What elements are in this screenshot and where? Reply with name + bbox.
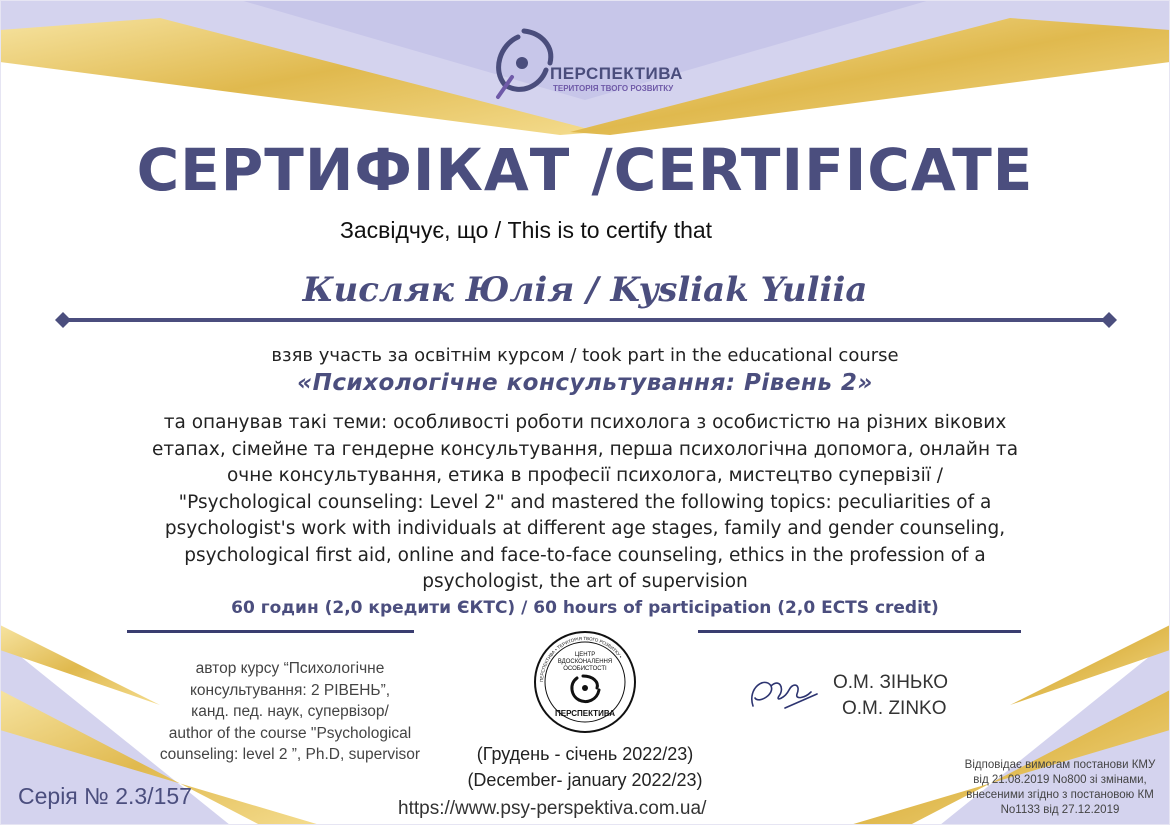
name-underline xyxy=(55,312,1117,328)
took-part-text: взяв участь за освітнім курсом / took part in the educational course xyxy=(271,345,899,366)
signer-name xyxy=(833,670,948,722)
topics-line: psychologist's work with individuals at different age stages, family and gender counseling, xyxy=(164,518,1006,539)
date-ua: (Грудень - січень 2022/23) xyxy=(476,744,694,764)
recipient-name: Кисляк Юлія / Kysliak Yuliia xyxy=(302,270,868,310)
website-link[interactable]: https://www.psy-perspektiva.com.ua/ xyxy=(398,798,707,819)
svg-text:ПЕРСПЕКТИВА • ТЕРИТОРІЯ ТВОГО: ПЕРСПЕКТИВА • ТЕРИТОРІЯ ТВОГО РОЗВИТКУ • xyxy=(538,635,624,683)
svg-text:ВДОСКОНАЛЕННЯ: ВДОСКОНАЛЕННЯ xyxy=(557,659,613,665)
legal-line: No1133 від 27.12.2019 xyxy=(1000,804,1120,816)
topics-line: psychologist, the art of supervision xyxy=(422,571,748,592)
course-dates xyxy=(455,741,715,793)
legal-note xyxy=(955,758,1165,818)
logo-tagline: ТЕРИТОРІЯ ТВОГО РОЗВИТКУ xyxy=(553,84,674,93)
legal-line: внесеними згідно з постановою КМ xyxy=(966,789,1154,801)
hours-text: 60 годин (2,0 кредити ЄКТС) / 60 hours of participation (2,0 ECTS credit) xyxy=(231,598,939,618)
topics-paragraph xyxy=(110,410,1060,596)
author-line: канд. пед. наук, супервізор/ xyxy=(191,703,389,720)
author-line: author of the course "Psychological xyxy=(168,724,412,742)
logo-brand-name: ПЕРСПЕКТИВА xyxy=(550,64,683,83)
svg-text:ЦЕНТР: ЦЕНТР xyxy=(574,652,596,658)
author-line: автор курсу “Психологічне xyxy=(195,660,385,677)
author-line: counseling: level 2 ”, Ph.D, supervisor xyxy=(159,746,421,763)
svg-text:ПЕРСПЕКТИВА: ПЕРСПЕКТИВА xyxy=(555,709,615,718)
topics-line: psychological first aid, online and face-to-face counseling, ethics in the profession of a xyxy=(184,544,986,566)
certificate-title: СЕРТИФІКАТ /CERTIFICATE xyxy=(136,136,1034,204)
topics-line: етапах, сімейне та гендерне консультування, перша психологічна допомога, онлайн та xyxy=(151,438,1019,460)
certify-text: Засвідчує, що / This is to certify that xyxy=(340,217,713,243)
topics-line: та опанував такі теми: особливості роботи психолога з особистістю на різних вікових xyxy=(163,412,1007,433)
series-number: Серія № 2.3/157 xyxy=(18,783,192,809)
svg-text:ОСОБИСТОСТІ: ОСОБИСТОСТІ xyxy=(563,666,607,672)
topics-line: очне консультування, етика в професії психолога, мистецтво супервізії / xyxy=(226,465,944,486)
left-signature-line xyxy=(127,630,414,633)
topics-line: "Psychological counseling: Level 2" and mastered the following topics: peculiarities of a xyxy=(178,491,992,513)
right-signature-line xyxy=(698,630,1021,633)
signer-name-ua: О.М. ЗІНЬКО xyxy=(833,672,949,693)
signature-icon xyxy=(745,668,825,718)
signer-name-en: O.M. ZINKO xyxy=(842,698,947,719)
stamp-seal-icon xyxy=(533,630,637,734)
author-info xyxy=(140,658,440,766)
course-name: «Психологічне консультування: Рівень 2» xyxy=(297,370,873,396)
legal-line: Відповідає вимогам постанови КМУ xyxy=(964,759,1156,771)
legal-line: від 21.08.2019 No800 зі змінами, xyxy=(973,774,1147,786)
author-line: консультування: 2 РІВЕНЬ”, xyxy=(189,681,391,699)
date-en: (December- january 2022/23) xyxy=(467,770,703,790)
